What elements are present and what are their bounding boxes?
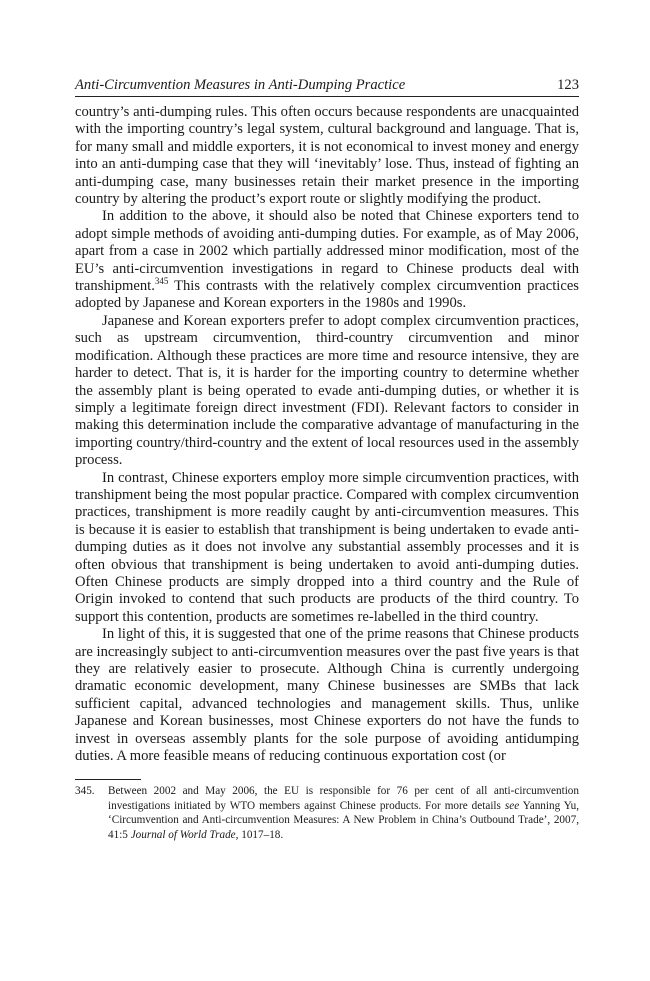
paragraph-2-text-continued: This contrasts with the relatively complex circumvention practices adopted by Japanese and Korean exporters in the 1980s and 1990s.: [75, 278, 579, 312]
running-title: Anti-Circumvention Measures in Anti-Dumping Practice: [75, 77, 406, 93]
paragraph-2: [75, 208, 579, 312]
footnote-text-part-1: Between 2002 and May 2006, the EU is responsible for 76 per cent of all anti-circumvention investigations initiated by WTO members against Chinese products. For more details: [108, 785, 579, 812]
footnote-text: [108, 784, 579, 842]
footnote-text-part-2: Yanning Yu, ‘Circumvention and Anti-circumvention Measures: A New Problem in China’s Outbound Trade’, 2007, 41:5: [108, 799, 579, 841]
page-number: 123: [557, 77, 579, 93]
footnote-divider: [75, 779, 141, 780]
footnote-number: 345.: [75, 785, 95, 798]
paragraph-1: country’s anti-dumping rules. This often occurs because respondents are unacquainted with the importing country’s legal system, cultural background and language. That is, for many small and middle exporters, it is not economical to invest money and energy into an anti-dumping case that they will ‘inevitably’ lose. Thus, instead of fighting an anti-dumping case, many businesses retain their market presence in the importing country by altering the product’s export route or slightly modifying the product.: [75, 104, 579, 208]
body-text: [75, 104, 579, 765]
footnote-see: see: [504, 799, 520, 812]
footnote-journal: Journal of World Trade: [130, 828, 236, 841]
paragraph-5: In light of this, it is suggested that one of the prime reasons that Chinese products are increasingly subject to anti-circumvention measures over the past five years is that they are relatively easier to prosecute. Although China is currently undergoing dramatic economic development, many Chinese businesses are SMBs that lack sufficient capital, advanced technologies and management skills. Thus, unlike Japanese and Korean businesses, most Chinese exporters do not have the funds to invest in overseas assembly plants for the sole purpose of avoiding antidumping duties. A more feasible means of reducing continuous exportation cost (or: [75, 626, 579, 765]
footnote-text-part-3: , 1017–18.: [235, 828, 284, 841]
book-page: [75, 76, 579, 842]
footnote: [75, 784, 579, 842]
running-header: [75, 76, 579, 97]
paragraph-4: In contrast, Chinese exporters employ more simple circumvention practices, with transhipment being the most popular practice. Compared with complex circumvention practices, transhipment is more readily caught by anti-circumvention measures. This is because it is easier to establish that transhipment is being undertaken to evade anti-dumping duties as it does not involve any substantial assembly processes and it is often obvious that transhipment is being undertaken to avoid anti-dumping duties. Often Chinese products are simply dropped into a third country and the Rule of Origin invoked to contend that such products are products of the third country. To support this contention, products are sometimes re-labelled in the third country.: [75, 469, 579, 625]
footnote-reference[interactable]: 345: [154, 276, 169, 287]
paragraph-3: Japanese and Korean exporters prefer to adopt complex circumvention practices, such as upstream circumvention, third-country circumvention and minor modification. Although these practices are more time and resource intensive, they are harder to detect. That is, it is harder for the importing country to determine whether the assembly plant is being operated to evade anti-dumping duties, or whether it is simply a legitimate foreign direct investment (FDI). Relevant factors to consider in making this determination include the comparative advantage of manufacturing in the importing country/third-country and the extent of local resources used in the assembly process.: [75, 312, 579, 469]
paragraph-2-text: In addition to the above, it should also be noted that Chinese exporters tend to adopt simple methods of avoiding anti-dumping duties. For example, as of May 2006, apart from a case in 2002 which partially addressed minor modification, most of the EU’s anti-circumvention investigations in regard to Chinese products deal with transhipment.: [75, 208, 579, 295]
